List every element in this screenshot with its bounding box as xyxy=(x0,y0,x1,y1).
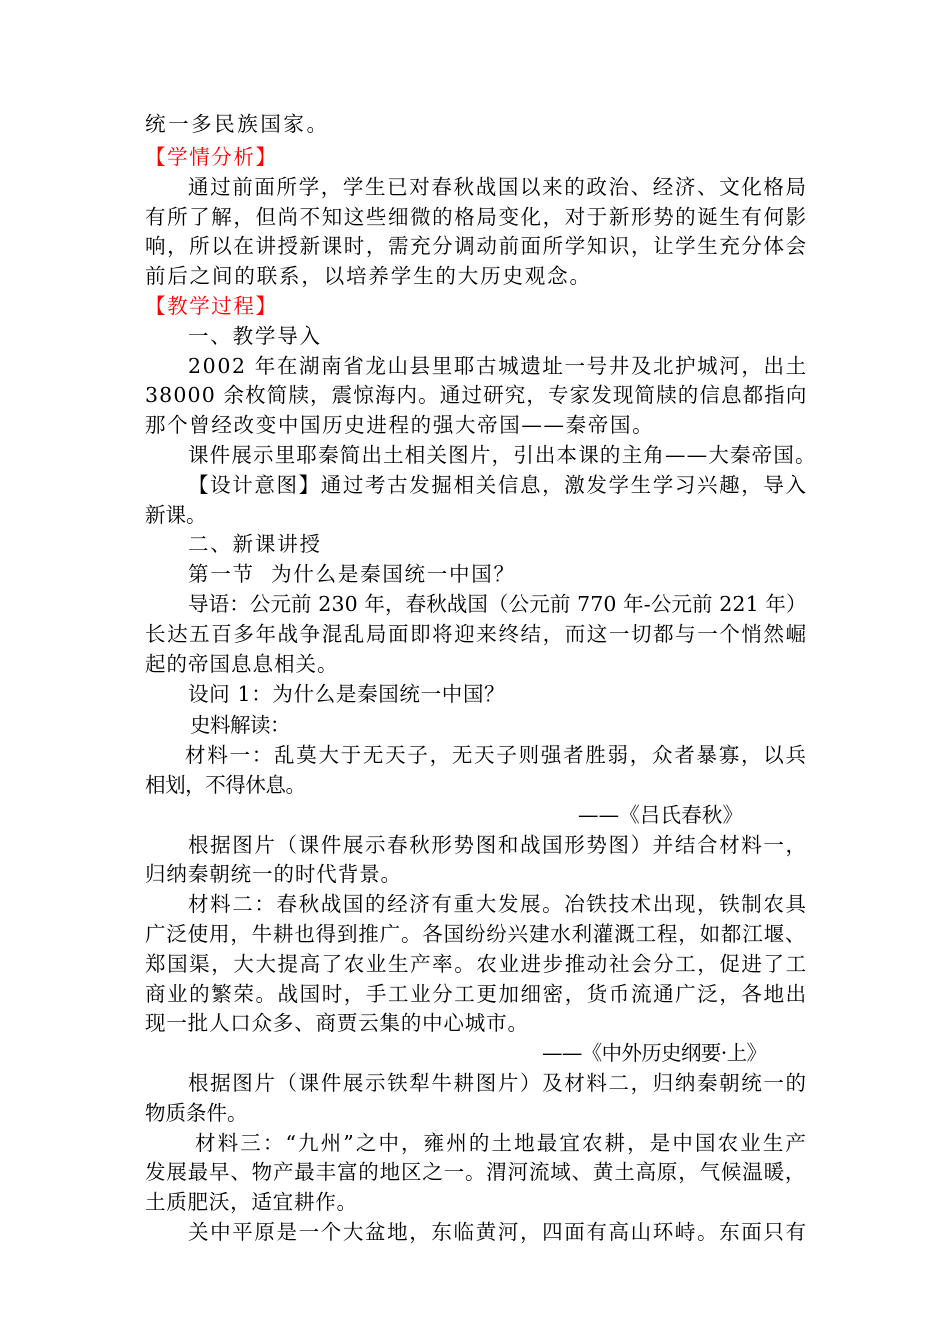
text-line: 新课。 xyxy=(145,503,207,527)
text-line: 现一批人口众多、商贾云集的中心城市。 xyxy=(145,1011,529,1035)
text-line: 通过前面所学，学生已对春秋战国以来的政治、经济、文化格局 xyxy=(188,175,808,199)
text-line: 前后之间的联系，以培养学生的大历史观念。 xyxy=(145,264,592,288)
design-intent-line: 【设计意图】通过考古发掘相关信息，激发学生学习兴趣，导入 xyxy=(188,473,808,497)
source-citation: ——《中外历史纲要·上》 xyxy=(542,1041,767,1065)
text-line: 史料解读： xyxy=(190,713,290,737)
lesson-section-title: 第一节 为什么是秦国统一中国？ xyxy=(188,562,516,586)
subheading-new-lesson: 二、新课讲授 xyxy=(188,532,322,556)
text-line: 2002 年在湖南省龙山县里耶古城遗址一号井及北护城河，出土 xyxy=(188,354,808,378)
text-line: 商业的繁荣。战国时，手工业分工更加细密，货币流通广泛，各地出 xyxy=(145,982,808,1006)
text-line: 导语：公元前 230 年，春秋战国（公元前 770 年-公元前 221 年） xyxy=(188,592,807,616)
text-line: 那个曾经改变中国历史进程的强大帝国——秦帝国。 xyxy=(145,413,655,437)
text-line: 郑国渠，大大提高了农业生产率。农业进步推动社会分工，促进了工 xyxy=(145,952,808,976)
source-material-3: 材料三：“九州”之中，雍州的土地最宜农耕，是中国农业生产 xyxy=(195,1131,809,1155)
text-line: 响，所以在讲授新课时，需充分调动前面所学知识，让学生充分体会 xyxy=(145,234,808,258)
source-material-2: 材料二：春秋战国的经济有重大发展。冶铁技术出现，铁制农具 xyxy=(188,892,808,916)
text-line: 土质肥沃，适宜耕作。 xyxy=(145,1190,358,1214)
text-line: 长达五百多年战争混乱局面即将迎来终结，而这一切都与一个悄然崛 xyxy=(145,622,808,646)
text-line: 起的帝国息息相关。 xyxy=(145,652,339,676)
text-line: 根据图片（课件展示春秋形势图和战国形势图）并结合材料一， xyxy=(188,833,808,857)
question-line: 设问 1：为什么是秦国统一中国？ xyxy=(188,682,506,706)
text-line: 根据图片（课件展示铁犁牛耕图片）及材料二，归纳秦朝统一的 xyxy=(188,1071,808,1095)
text-line: 关中平原是一个大盆地，东临黄河，四面有高山环峙。东面只有 xyxy=(188,1220,808,1244)
subheading-intro: 一、教学导入 xyxy=(188,324,322,348)
text-line: 课件展示里耶秦简出土相关图片，引出本课的主角——大秦帝国。 xyxy=(188,443,817,467)
text-line: 发展最早、物产最丰富的地区之一。渭河流域、黄土高原，气候温暖， xyxy=(145,1160,807,1184)
text-line: 相划，不得休息。 xyxy=(145,773,306,797)
section-heading-teaching-process: 【教学过程】 xyxy=(145,294,278,318)
section-heading-student-analysis: 【学情分析】 xyxy=(145,145,278,169)
text-line: 归纳秦朝统一的时代背景。 xyxy=(145,862,402,886)
text-line: 有所了解，但尚不知这些细微的格局变化，对于新形势的诞生有何影 xyxy=(145,205,808,229)
text-line: 物质条件。 xyxy=(145,1101,248,1125)
text-line: 统一多民族国家。 xyxy=(145,112,330,136)
text-line: 广泛使用，牛耕也得到推广。各国纷纷兴建水利灌溉工程，如都江堰、 xyxy=(145,922,807,946)
source-citation: ——《吕氏春秋》 xyxy=(578,803,744,827)
text-line: 38000 余枚简牍，震惊海内。通过研究，专家发现简牍的信息都指向 xyxy=(145,383,808,407)
source-material-1: 材料一：乱莫大于无天子，无天子则强者胜弱，众者暴寡，以兵 xyxy=(185,743,808,767)
